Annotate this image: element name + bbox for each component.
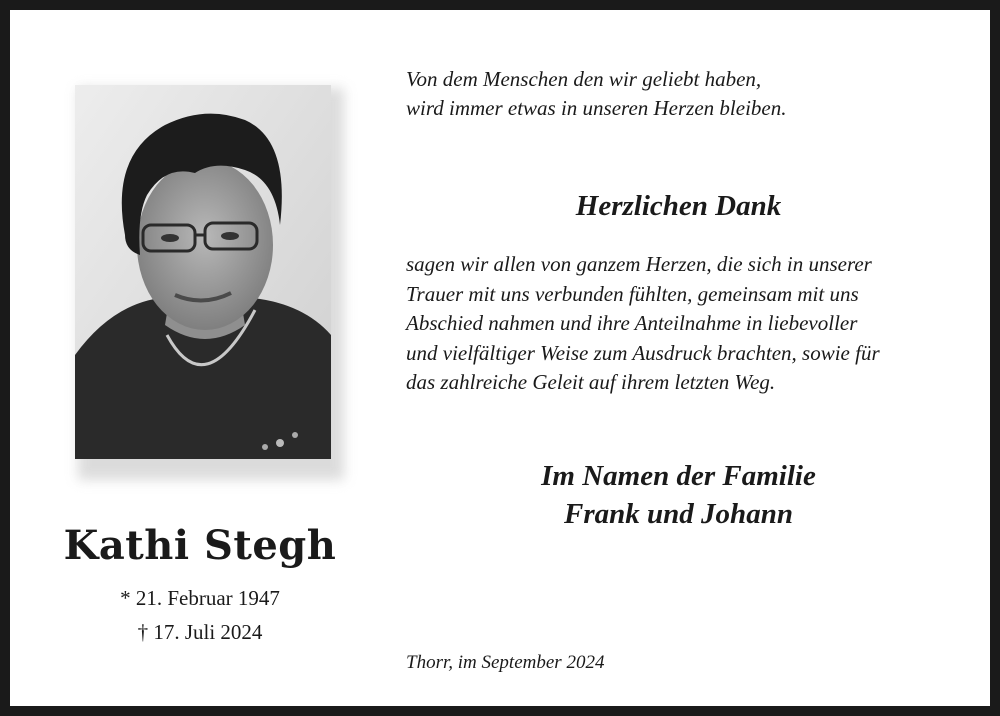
obituary-card	[10, 10, 990, 706]
thanks-line: Trauer mit uns verbunden fühlten, gemeinsam mit uns	[406, 281, 859, 306]
memorial-quote	[406, 65, 946, 123]
thanks-line: das zahlreiche Geleit auf ihrem letzten Weg.	[406, 370, 776, 394]
signoff-line: Frank und Johann	[564, 498, 793, 530]
quote-line: Von dem Menschen den wir geliebt haben,	[406, 67, 762, 91]
thanks-heading: Herzlichen Dank	[575, 190, 782, 222]
portrait-illustration	[75, 85, 331, 459]
thanks-line: sagen wir allen von ganzem Herzen, die sich in unserer	[406, 252, 872, 276]
death-date: † 17. Juli 2024	[137, 620, 263, 644]
birth-date: * 21. Februar 1947	[120, 586, 280, 610]
deceased-name: Kathi Stegh	[63, 522, 337, 569]
portrait-photo	[75, 85, 331, 459]
thanks-text	[406, 250, 966, 398]
thanks-line: Abschied nahmen und ihre Anteilnahme in liebevoller	[406, 311, 858, 335]
signoff-line: Im Namen der Familie	[541, 460, 816, 492]
quote-line: wird immer etwas in unseren Herzen bleiben.	[406, 96, 787, 120]
family-signoff	[406, 457, 951, 533]
thanks-line: und vielfältiger Weise zum Ausdruck brachten, sowie für	[406, 340, 880, 365]
place-date: Thorr, im September 2024	[406, 652, 605, 673]
